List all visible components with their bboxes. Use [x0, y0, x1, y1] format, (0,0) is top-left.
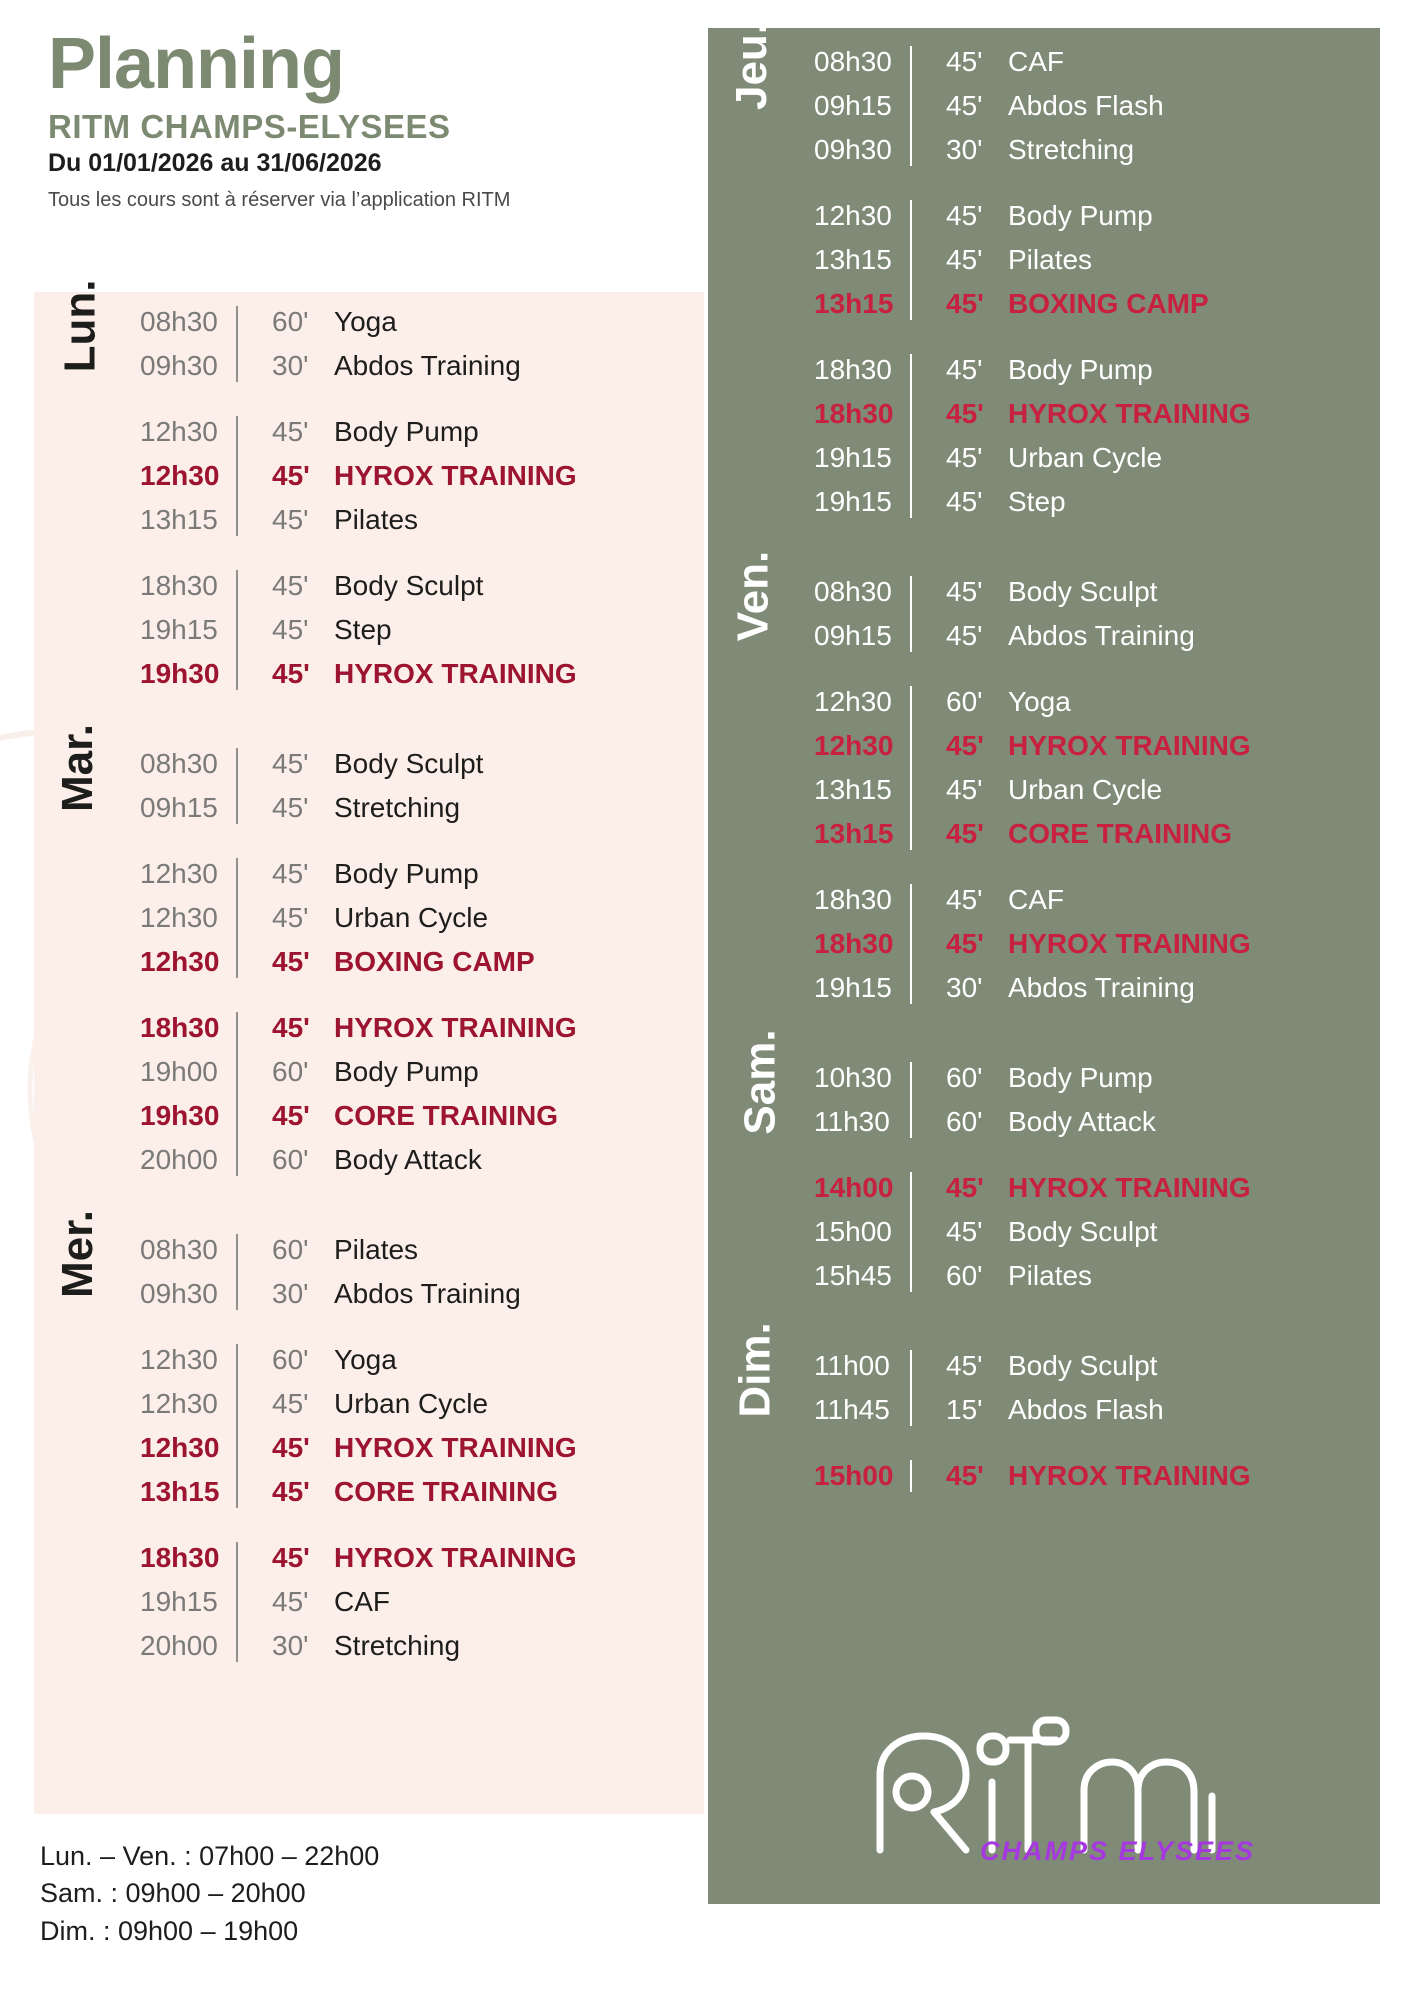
day-label-text: Mar.: [53, 723, 103, 813]
class-duration: 45': [946, 620, 983, 651]
class-time: 18h30: [140, 1542, 220, 1573]
class-time: 18h30: [814, 884, 892, 915]
class-row: [808, 40, 1380, 84]
class-row: [808, 238, 1380, 282]
class-time: 20h00: [140, 1630, 218, 1661]
class-duration: 30': [272, 1630, 309, 1661]
class-name: Body Sculpt: [334, 748, 484, 779]
class-time: 13h15: [140, 1476, 220, 1507]
day-block: [708, 1322, 1380, 1498]
class-duration: 45': [272, 504, 309, 535]
class-name: Yoga: [334, 306, 397, 337]
class-name: HYROX TRAINING: [334, 1012, 577, 1043]
class-duration: 30': [272, 350, 309, 381]
class-name: Abdos Training: [334, 350, 521, 381]
class-time: 08h30: [814, 46, 892, 77]
class-time: 20h00: [140, 1144, 218, 1175]
class-time: 13h15: [814, 288, 894, 319]
day-label: [34, 279, 120, 373]
class-duration: 45': [946, 288, 984, 319]
class-name: Body Pump: [1008, 1062, 1153, 1093]
weekday-list-right: [708, 21, 1380, 1544]
session-group: [120, 1006, 704, 1182]
class-duration: 45': [946, 818, 984, 849]
class-duration: 45': [272, 570, 309, 601]
opening-hours-line: Dim. : 09h00 – 19h00: [40, 1915, 299, 1946]
page-title: Planning: [48, 24, 344, 104]
class-row: [134, 1470, 704, 1514]
class-row: [808, 1344, 1380, 1388]
class-duration: 45': [272, 1476, 310, 1507]
class-duration: 45': [946, 928, 984, 959]
class-row: [134, 940, 704, 984]
class-duration: 45': [272, 748, 309, 779]
class-duration: 45': [272, 1100, 310, 1131]
day-label-text: Ven.: [728, 550, 778, 642]
class-row: [134, 498, 704, 542]
class-time: 19h15: [814, 972, 892, 1003]
class-name: Urban Cycle: [334, 902, 489, 933]
class-duration: 45': [946, 1216, 983, 1247]
session-group: [794, 878, 1380, 1010]
class-row: [134, 1138, 704, 1182]
day-label: [708, 1322, 794, 1418]
class-row: [808, 922, 1380, 966]
class-row: [808, 194, 1380, 238]
class-duration: 45': [946, 576, 983, 607]
class-duration: 60': [272, 1234, 309, 1265]
class-name: HYROX TRAINING: [1008, 1172, 1251, 1203]
class-time: 12h30: [140, 858, 218, 889]
class-row: [134, 1094, 704, 1138]
class-time: 09h15: [814, 620, 892, 651]
class-time: 18h30: [814, 354, 892, 385]
class-time: 19h15: [140, 614, 218, 645]
class-duration: 45': [946, 884, 983, 915]
class-time: 15h00: [814, 1460, 894, 1491]
class-duration: 45': [272, 792, 309, 823]
class-name: HYROX TRAINING: [1008, 928, 1251, 959]
session-group: [794, 348, 1380, 524]
class-time: 18h30: [140, 570, 218, 601]
class-duration: 30': [946, 972, 983, 1003]
day-block: [708, 21, 1380, 524]
day-label: [708, 1029, 794, 1135]
class-time: 19h30: [140, 658, 220, 689]
day-label: [708, 550, 794, 642]
class-name: Body Sculpt: [1008, 1216, 1158, 1247]
header: [48, 24, 511, 211]
class-duration: 45': [272, 460, 310, 491]
class-name: CORE TRAINING: [334, 1100, 558, 1131]
class-duration: 45': [946, 1460, 984, 1491]
class-duration: 60': [946, 686, 983, 717]
class-name: Pilates: [1008, 244, 1093, 275]
class-name: Abdos Training: [334, 1278, 521, 1309]
class-time: 08h30: [814, 576, 892, 607]
session-list: [120, 1228, 704, 1668]
class-name: Step: [334, 614, 392, 645]
class-duration: 45': [272, 1388, 309, 1419]
class-name: Pilates: [334, 1234, 419, 1265]
session-group: [120, 742, 704, 830]
class-row: [808, 480, 1380, 524]
date-range: Du 01/01/2026 au 31/06/2026: [48, 149, 382, 177]
class-name: HYROX TRAINING: [334, 1542, 577, 1573]
class-name: CAF: [334, 1586, 390, 1617]
class-name: Body Sculpt: [1008, 576, 1158, 607]
class-row: [134, 852, 704, 896]
class-time: 18h30: [140, 1012, 220, 1043]
class-time: 19h15: [814, 442, 892, 473]
class-name: CAF: [1008, 46, 1064, 77]
class-duration: 45': [272, 1586, 309, 1617]
class-row: [134, 608, 704, 652]
session-group: [120, 1228, 704, 1316]
day-label: [708, 21, 794, 111]
class-time: 13h15: [814, 244, 892, 275]
class-time: 09h15: [814, 90, 892, 121]
class-name: Abdos Flash: [1008, 1394, 1164, 1425]
class-row: [134, 410, 704, 454]
class-name: HYROX TRAINING: [1008, 398, 1251, 429]
class-name: Body Attack: [334, 1144, 482, 1175]
class-time: 12h30: [140, 946, 220, 977]
class-row: [808, 392, 1380, 436]
class-time: 12h30: [814, 686, 892, 717]
class-time: 12h30: [140, 416, 218, 447]
session-group: [794, 40, 1380, 172]
class-row: [134, 1426, 704, 1470]
class-name: BOXING CAMP: [334, 946, 535, 977]
session-list: [120, 300, 704, 696]
class-name: Body Sculpt: [334, 570, 484, 601]
class-row: [808, 724, 1380, 768]
class-duration: 45': [272, 1012, 310, 1043]
class-name: Body Sculpt: [1008, 1350, 1158, 1381]
session-group: [120, 1338, 704, 1514]
class-time: 13h15: [140, 504, 218, 535]
class-row: [134, 1006, 704, 1050]
class-duration: 45': [272, 1542, 310, 1573]
class-duration: 45': [272, 1432, 310, 1463]
class-duration: 45': [946, 354, 983, 385]
class-duration: 45': [946, 200, 983, 231]
session-group: [120, 410, 704, 542]
class-row: [134, 1624, 704, 1668]
class-time: 08h30: [140, 1234, 218, 1265]
class-name: Stretching: [334, 1630, 461, 1661]
class-time: 11h45: [814, 1394, 890, 1425]
class-time: 18h30: [814, 398, 894, 429]
class-time: 11h00: [814, 1350, 890, 1381]
class-name: HYROX TRAINING: [1008, 730, 1251, 761]
class-row: [134, 300, 704, 344]
class-duration: 45': [946, 244, 983, 275]
session-list: [794, 570, 1380, 1010]
class-name: HYROX TRAINING: [334, 1432, 577, 1463]
session-group: [794, 570, 1380, 658]
class-duration: 45': [272, 658, 310, 689]
class-duration: 60': [946, 1260, 983, 1291]
class-duration: 45': [946, 46, 983, 77]
session-list: [794, 1056, 1380, 1298]
class-row: [134, 1536, 704, 1580]
class-name: Stretching: [334, 792, 461, 823]
class-name: Abdos Flash: [1008, 90, 1164, 121]
class-row: [134, 564, 704, 608]
class-duration: 45': [946, 398, 984, 429]
class-time: 12h30: [140, 1388, 218, 1419]
session-list: [120, 742, 704, 1182]
session-group: [120, 300, 704, 388]
class-row: [134, 742, 704, 786]
class-name: Yoga: [334, 1344, 397, 1375]
class-row: [808, 570, 1380, 614]
day-label-text: Lun.: [55, 279, 105, 373]
class-row: [808, 1100, 1380, 1144]
session-group: [794, 1166, 1380, 1298]
session-group: [794, 1056, 1380, 1144]
class-time: 08h30: [140, 306, 218, 337]
class-row: [808, 436, 1380, 480]
session-group: [794, 1454, 1380, 1498]
club-name: RITM CHAMPS-ELYSEES: [48, 108, 451, 145]
class-time: 13h15: [814, 818, 894, 849]
day-label-text: Mer.: [53, 1209, 103, 1299]
class-row: [808, 282, 1380, 326]
class-time: 09h15: [140, 792, 218, 823]
class-row: [808, 614, 1380, 658]
class-duration: 60': [272, 306, 309, 337]
class-name: Body Attack: [1008, 1106, 1156, 1137]
class-name: Urban Cycle: [1008, 774, 1163, 805]
class-duration: 30': [272, 1278, 309, 1309]
class-name: Urban Cycle: [334, 1388, 489, 1419]
session-list: [794, 40, 1380, 524]
class-row: [134, 786, 704, 830]
class-name: BOXING CAMP: [1008, 288, 1209, 319]
class-name: Stretching: [1008, 134, 1135, 165]
session-group: [794, 194, 1380, 326]
class-name: Pilates: [1008, 1260, 1093, 1291]
day-label-text: Jeu.: [727, 21, 777, 111]
class-time: 09h30: [140, 350, 218, 381]
class-duration: 60': [272, 1056, 309, 1087]
day-block: [708, 550, 1380, 1010]
class-time: 09h30: [140, 1278, 218, 1309]
class-name: CORE TRAINING: [334, 1476, 558, 1507]
class-time: 12h30: [140, 1344, 218, 1375]
class-duration: 45': [946, 730, 984, 761]
class-time: 15h45: [814, 1260, 892, 1291]
class-row: [808, 768, 1380, 812]
class-duration: 45': [946, 486, 983, 517]
class-time: 19h15: [140, 1586, 218, 1617]
class-row: [134, 1382, 704, 1426]
class-row: [134, 344, 704, 388]
class-name: HYROX TRAINING: [1008, 1460, 1251, 1491]
class-row: [134, 1338, 704, 1382]
day-label: [34, 723, 120, 813]
class-time: 09h30: [814, 134, 892, 165]
class-row: [134, 1228, 704, 1272]
class-time: 18h30: [814, 928, 894, 959]
class-row: [808, 966, 1380, 1010]
class-time: 14h00: [814, 1172, 894, 1203]
class-duration: 45': [946, 90, 983, 121]
day-label-text: Sam.: [735, 1029, 785, 1135]
class-row: [808, 1454, 1380, 1498]
class-duration: 45': [272, 902, 309, 933]
class-duration: 60': [272, 1144, 309, 1175]
opening-hours-line: Sam. : 09h00 – 20h00: [40, 1878, 306, 1909]
class-name: HYROX TRAINING: [334, 658, 577, 689]
class-name: Pilates: [334, 504, 419, 535]
class-row: [808, 1056, 1380, 1100]
class-row: [808, 878, 1380, 922]
session-group: [794, 680, 1380, 856]
class-time: 10h30: [814, 1062, 892, 1093]
class-row: [134, 652, 704, 696]
class-name: CAF: [1008, 884, 1064, 915]
class-row: [808, 348, 1380, 392]
class-name: Abdos Training: [1008, 972, 1195, 1003]
class-time: 08h30: [140, 748, 218, 779]
class-row: [808, 1254, 1380, 1298]
class-duration: 15': [946, 1394, 983, 1425]
class-duration: 60': [946, 1062, 983, 1093]
class-row: [808, 1388, 1380, 1432]
class-duration: 30': [946, 134, 983, 165]
class-duration: 45': [272, 858, 309, 889]
class-name: Urban Cycle: [1008, 442, 1163, 473]
class-time: 13h15: [814, 774, 892, 805]
class-name: Body Pump: [334, 858, 479, 889]
class-duration: 45': [946, 1350, 983, 1381]
class-row: [134, 1580, 704, 1624]
session-group: [120, 1536, 704, 1668]
session-list: [794, 1344, 1380, 1498]
class-row: [808, 812, 1380, 856]
class-name: CORE TRAINING: [1008, 818, 1232, 849]
class-time: 12h30: [814, 200, 892, 231]
class-row: [808, 128, 1380, 172]
class-name: Yoga: [1008, 686, 1071, 717]
class-duration: 45': [272, 416, 309, 447]
day-block: [34, 279, 704, 696]
class-duration: 60': [272, 1344, 309, 1375]
class-time: 12h30: [140, 460, 220, 491]
class-name: Body Pump: [334, 416, 479, 447]
class-time: 11h30: [814, 1106, 890, 1137]
class-row: [808, 1210, 1380, 1254]
class-row: [134, 896, 704, 940]
class-name: Body Pump: [1008, 354, 1153, 385]
class-time: 19h30: [140, 1100, 220, 1131]
class-row: [808, 1166, 1380, 1210]
class-duration: 45': [946, 442, 983, 473]
session-group: [120, 852, 704, 984]
day-block: [34, 723, 704, 1182]
class-time: 12h30: [814, 730, 894, 761]
class-row: [134, 454, 704, 498]
class-row: [134, 1050, 704, 1094]
day-label: [34, 1209, 120, 1299]
day-block: [708, 1029, 1380, 1298]
class-duration: 60': [946, 1106, 983, 1137]
class-time: 12h30: [140, 1432, 220, 1463]
class-duration: 45': [946, 1172, 984, 1203]
class-name: Body Pump: [334, 1056, 479, 1087]
class-time: 12h30: [140, 902, 218, 933]
class-row: [134, 1272, 704, 1316]
class-time: 15h00: [814, 1216, 892, 1247]
class-duration: 45': [272, 614, 309, 645]
session-group: [120, 564, 704, 696]
class-name: Body Pump: [1008, 200, 1153, 231]
class-time: 19h00: [140, 1056, 218, 1087]
class-row: [808, 680, 1380, 724]
class-time: 19h15: [814, 486, 892, 517]
session-group: [794, 1344, 1380, 1432]
logo-subtitle: CHAMPS ELYSEES: [980, 1836, 1256, 1866]
day-label-text: Dim.: [730, 1322, 780, 1418]
class-name: HYROX TRAINING: [334, 460, 577, 491]
class-duration: 45': [946, 774, 983, 805]
class-name: Step: [1008, 486, 1066, 517]
class-row: [808, 84, 1380, 128]
class-name: Abdos Training: [1008, 620, 1195, 651]
class-duration: 45': [272, 946, 310, 977]
opening-hours-line: Lun. – Ven. : 07h00 – 22h00: [40, 1841, 380, 1871]
weekday-list-left: [34, 279, 704, 1714]
opening-hours: [40, 1838, 379, 1950]
booking-note: Tous les cours sont à réserver via l’application RITM: [48, 189, 511, 211]
day-block: [34, 1209, 704, 1668]
